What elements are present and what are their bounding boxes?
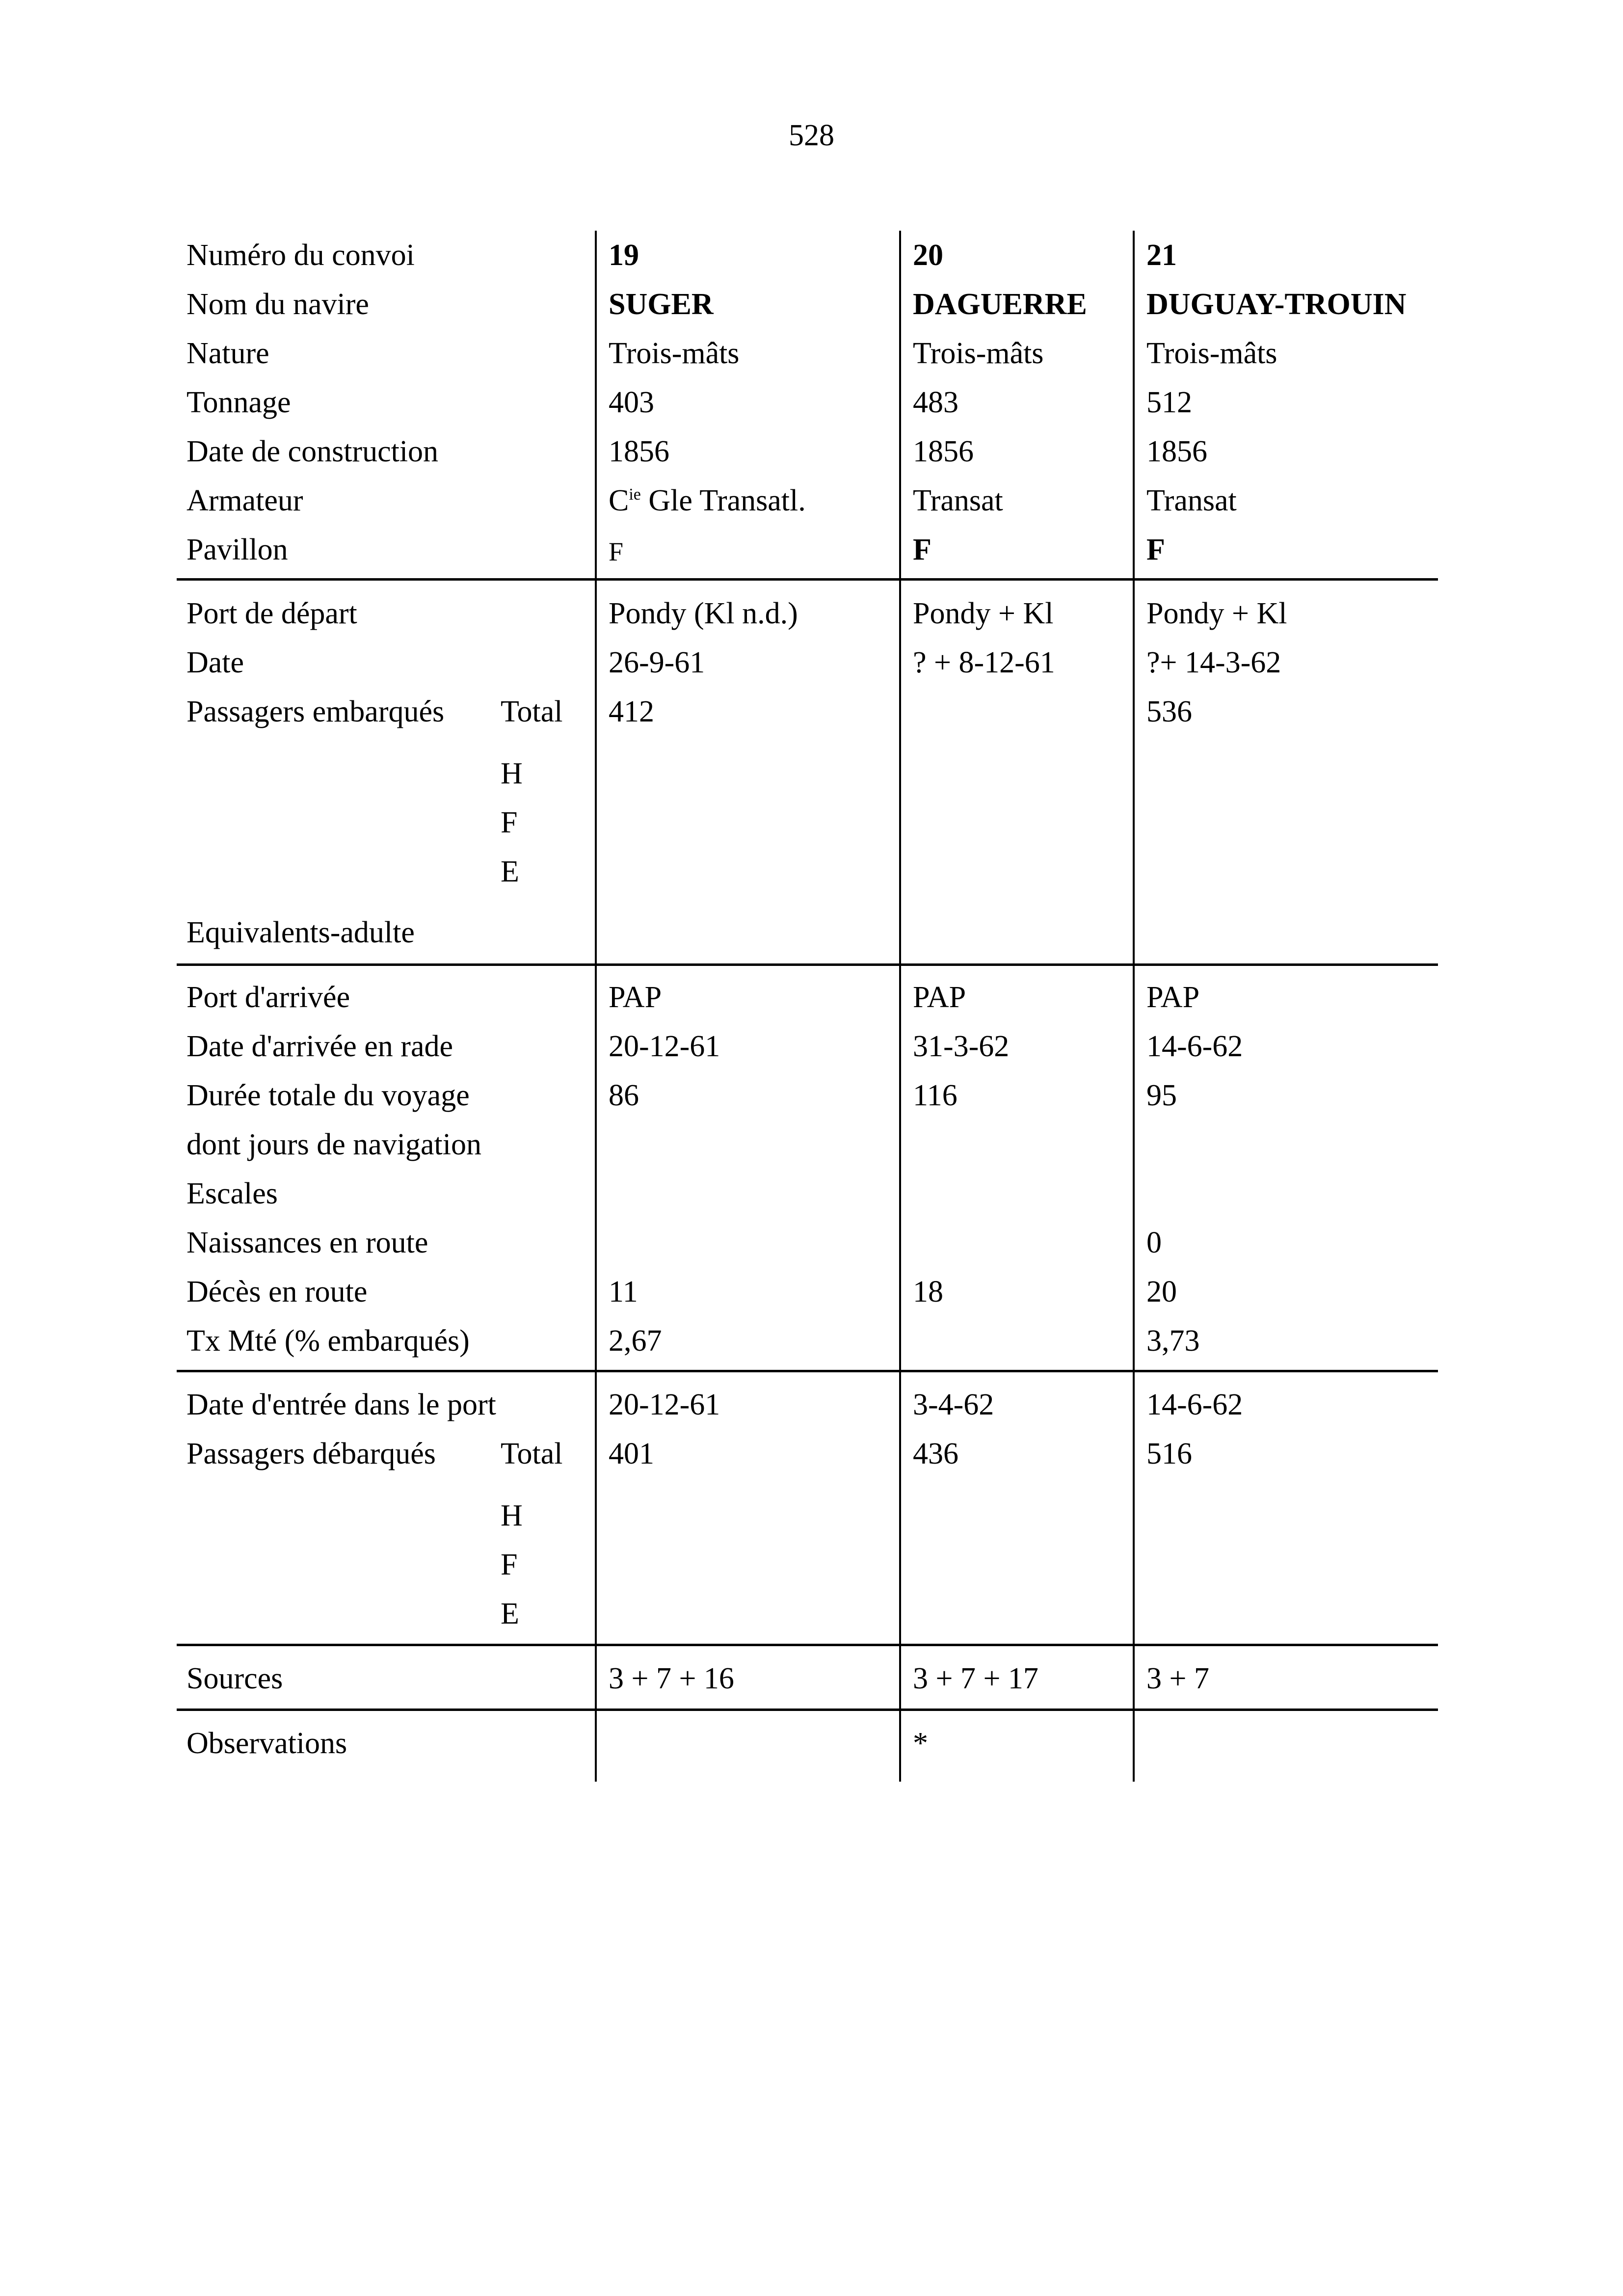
label-arrival-date: Date d'arrivée en rade <box>186 1030 453 1063</box>
convoy-21-deaths: 20 <box>1146 1275 1177 1308</box>
convoy-21-nature: Trois-mâts <box>1146 337 1277 370</box>
convoy-19-flag: F <box>609 537 624 566</box>
convoy-19-tonnage: 403 <box>609 386 654 419</box>
convoy-21-departure-port: Pondy + Kl <box>1146 597 1287 630</box>
column-divider-3 <box>1133 231 1135 1782</box>
label-sources: Sources <box>186 1662 283 1695</box>
label-arrival-port: Port d'arrivée <box>186 981 350 1014</box>
label-duration: Durée totale du voyage <box>186 1079 470 1112</box>
label-flag: Pavillon <box>186 533 288 566</box>
column-divider-1 <box>595 231 597 1782</box>
convoy-21-mortality: 3,73 <box>1146 1324 1200 1358</box>
label-observations: Observations <box>186 1727 347 1760</box>
convoy-20-deaths: 18 <box>913 1275 943 1308</box>
label-embarked-e: E <box>501 855 519 888</box>
label-embarked: Passagers embarqués <box>186 695 445 728</box>
label-embarked-total: Total <box>501 695 563 728</box>
convoy-21-duration: 95 <box>1146 1079 1177 1112</box>
label-mortality: Tx Mté (% embarqués) <box>186 1324 470 1358</box>
convoy-19-duration: 86 <box>609 1079 639 1112</box>
convoy-21-entry-date: 14-6-62 <box>1146 1388 1243 1421</box>
convoy-19-ship-name: SUGER <box>609 288 714 321</box>
owner-prefix: C <box>609 484 629 517</box>
convoy-20-nature: Trois-mâts <box>913 337 1044 370</box>
convoy-19-number: 19 <box>609 239 639 272</box>
label-convoy-number: Numéro du convoi <box>186 239 415 272</box>
convoy-19-owner <box>609 481 806 520</box>
label-disembarked-f: F <box>501 1548 518 1581</box>
convoy-20-number: 20 <box>913 239 943 272</box>
label-ship-name: Nom du navire <box>186 288 369 321</box>
convoy-21-arrival-port: PAP <box>1146 981 1200 1014</box>
convoy-21-departure-date: ?+ 14-3-62 <box>1146 646 1281 679</box>
label-departure-date: Date <box>186 646 244 679</box>
convoy-20-flag: F <box>913 533 931 566</box>
convoy-table <box>177 231 1438 1782</box>
label-sailing-days: dont jours de navigation <box>186 1128 481 1161</box>
convoy-19-entry-date: 20-12-61 <box>609 1388 720 1421</box>
label-stopovers: Escales <box>186 1177 278 1210</box>
label-disembarked-e: E <box>501 1597 519 1630</box>
convoy-19-deaths: 11 <box>609 1275 638 1308</box>
convoy-21-build-date: 1856 <box>1146 435 1207 468</box>
label-owner: Armateur <box>186 484 303 517</box>
convoy-21-owner: Transat <box>1146 484 1237 517</box>
label-build-date: Date de construction <box>186 435 439 468</box>
convoy-19-departure-date: 26-9-61 <box>609 646 705 679</box>
section-divider-ship <box>177 578 1438 581</box>
label-disembarked-total: Total <box>501 1437 563 1470</box>
convoy-20-build-date: 1856 <box>913 435 974 468</box>
owner-rest: Gle Transatl. <box>640 484 806 517</box>
convoy-21-flag: F <box>1146 533 1165 566</box>
convoy-21-ship-name: DUGUAY-TROUIN <box>1146 288 1407 321</box>
convoy-21-disembarked-total: 516 <box>1146 1437 1192 1470</box>
convoy-20-sources: 3 + 7 + 17 <box>913 1662 1038 1695</box>
convoy-19-departure-port: Pondy (Kl n.d.) <box>609 597 798 630</box>
convoy-20-observations: * <box>913 1727 928 1760</box>
convoy-21-number: 21 <box>1146 239 1177 272</box>
label-embarked-f: F <box>501 806 518 839</box>
convoy-20-duration: 116 <box>913 1079 958 1112</box>
convoy-20-tonnage: 483 <box>913 386 958 419</box>
convoy-19-arrival-date: 20-12-61 <box>609 1030 720 1063</box>
convoy-19-mortality: 2,67 <box>609 1324 662 1358</box>
label-disembarked-h: H <box>501 1499 523 1532</box>
section-divider-sources <box>177 1709 1438 1711</box>
convoy-20-arrival-date: 31-3-62 <box>913 1030 1010 1063</box>
label-embarked-h: H <box>501 757 523 790</box>
label-births: Naissances en route <box>186 1226 428 1259</box>
convoy-21-arrival-date: 14-6-62 <box>1146 1030 1243 1063</box>
label-nature: Nature <box>186 337 269 370</box>
label-tonnage: Tonnage <box>186 386 291 419</box>
label-disembarked: Passagers débarqués <box>186 1437 436 1470</box>
convoy-20-arrival-port: PAP <box>913 981 966 1014</box>
convoy-19-build-date: 1856 <box>609 435 669 468</box>
convoy-21-embarked-total: 536 <box>1146 695 1192 728</box>
section-divider-departure <box>177 963 1438 966</box>
label-adult-equivalents: Equivalents-adulte <box>186 916 415 949</box>
convoy-20-owner: Transat <box>913 484 1003 517</box>
convoy-20-ship-name: DAGUERRE <box>913 288 1087 321</box>
convoy-20-disembarked-total: 436 <box>913 1437 958 1470</box>
column-divider-2 <box>899 231 901 1782</box>
convoy-20-entry-date: 3-4-62 <box>913 1388 994 1421</box>
section-divider-voyage <box>177 1370 1438 1372</box>
convoy-19-nature: Trois-mâts <box>609 337 740 370</box>
page-number: 528 <box>789 119 834 152</box>
convoy-19-sources: 3 + 7 + 16 <box>609 1662 734 1695</box>
label-deaths: Décès en route <box>186 1275 368 1308</box>
convoy-20-departure-date: ? + 8-12-61 <box>913 646 1055 679</box>
label-departure-port: Port de départ <box>186 597 357 630</box>
section-divider-arrival <box>177 1644 1438 1646</box>
convoy-21-sources: 3 + 7 <box>1146 1662 1209 1695</box>
convoy-19-disembarked-total: 401 <box>609 1437 654 1470</box>
owner-superscript: ie <box>629 485 641 504</box>
label-entry-date: Date d'entrée dans le port <box>186 1388 496 1421</box>
convoy-19-arrival-port: PAP <box>609 981 662 1014</box>
convoy-19-embarked-total: 412 <box>609 695 654 728</box>
convoy-21-tonnage: 512 <box>1146 386 1192 419</box>
convoy-20-departure-port: Pondy + Kl <box>913 597 1054 630</box>
convoy-21-births: 0 <box>1146 1226 1162 1259</box>
